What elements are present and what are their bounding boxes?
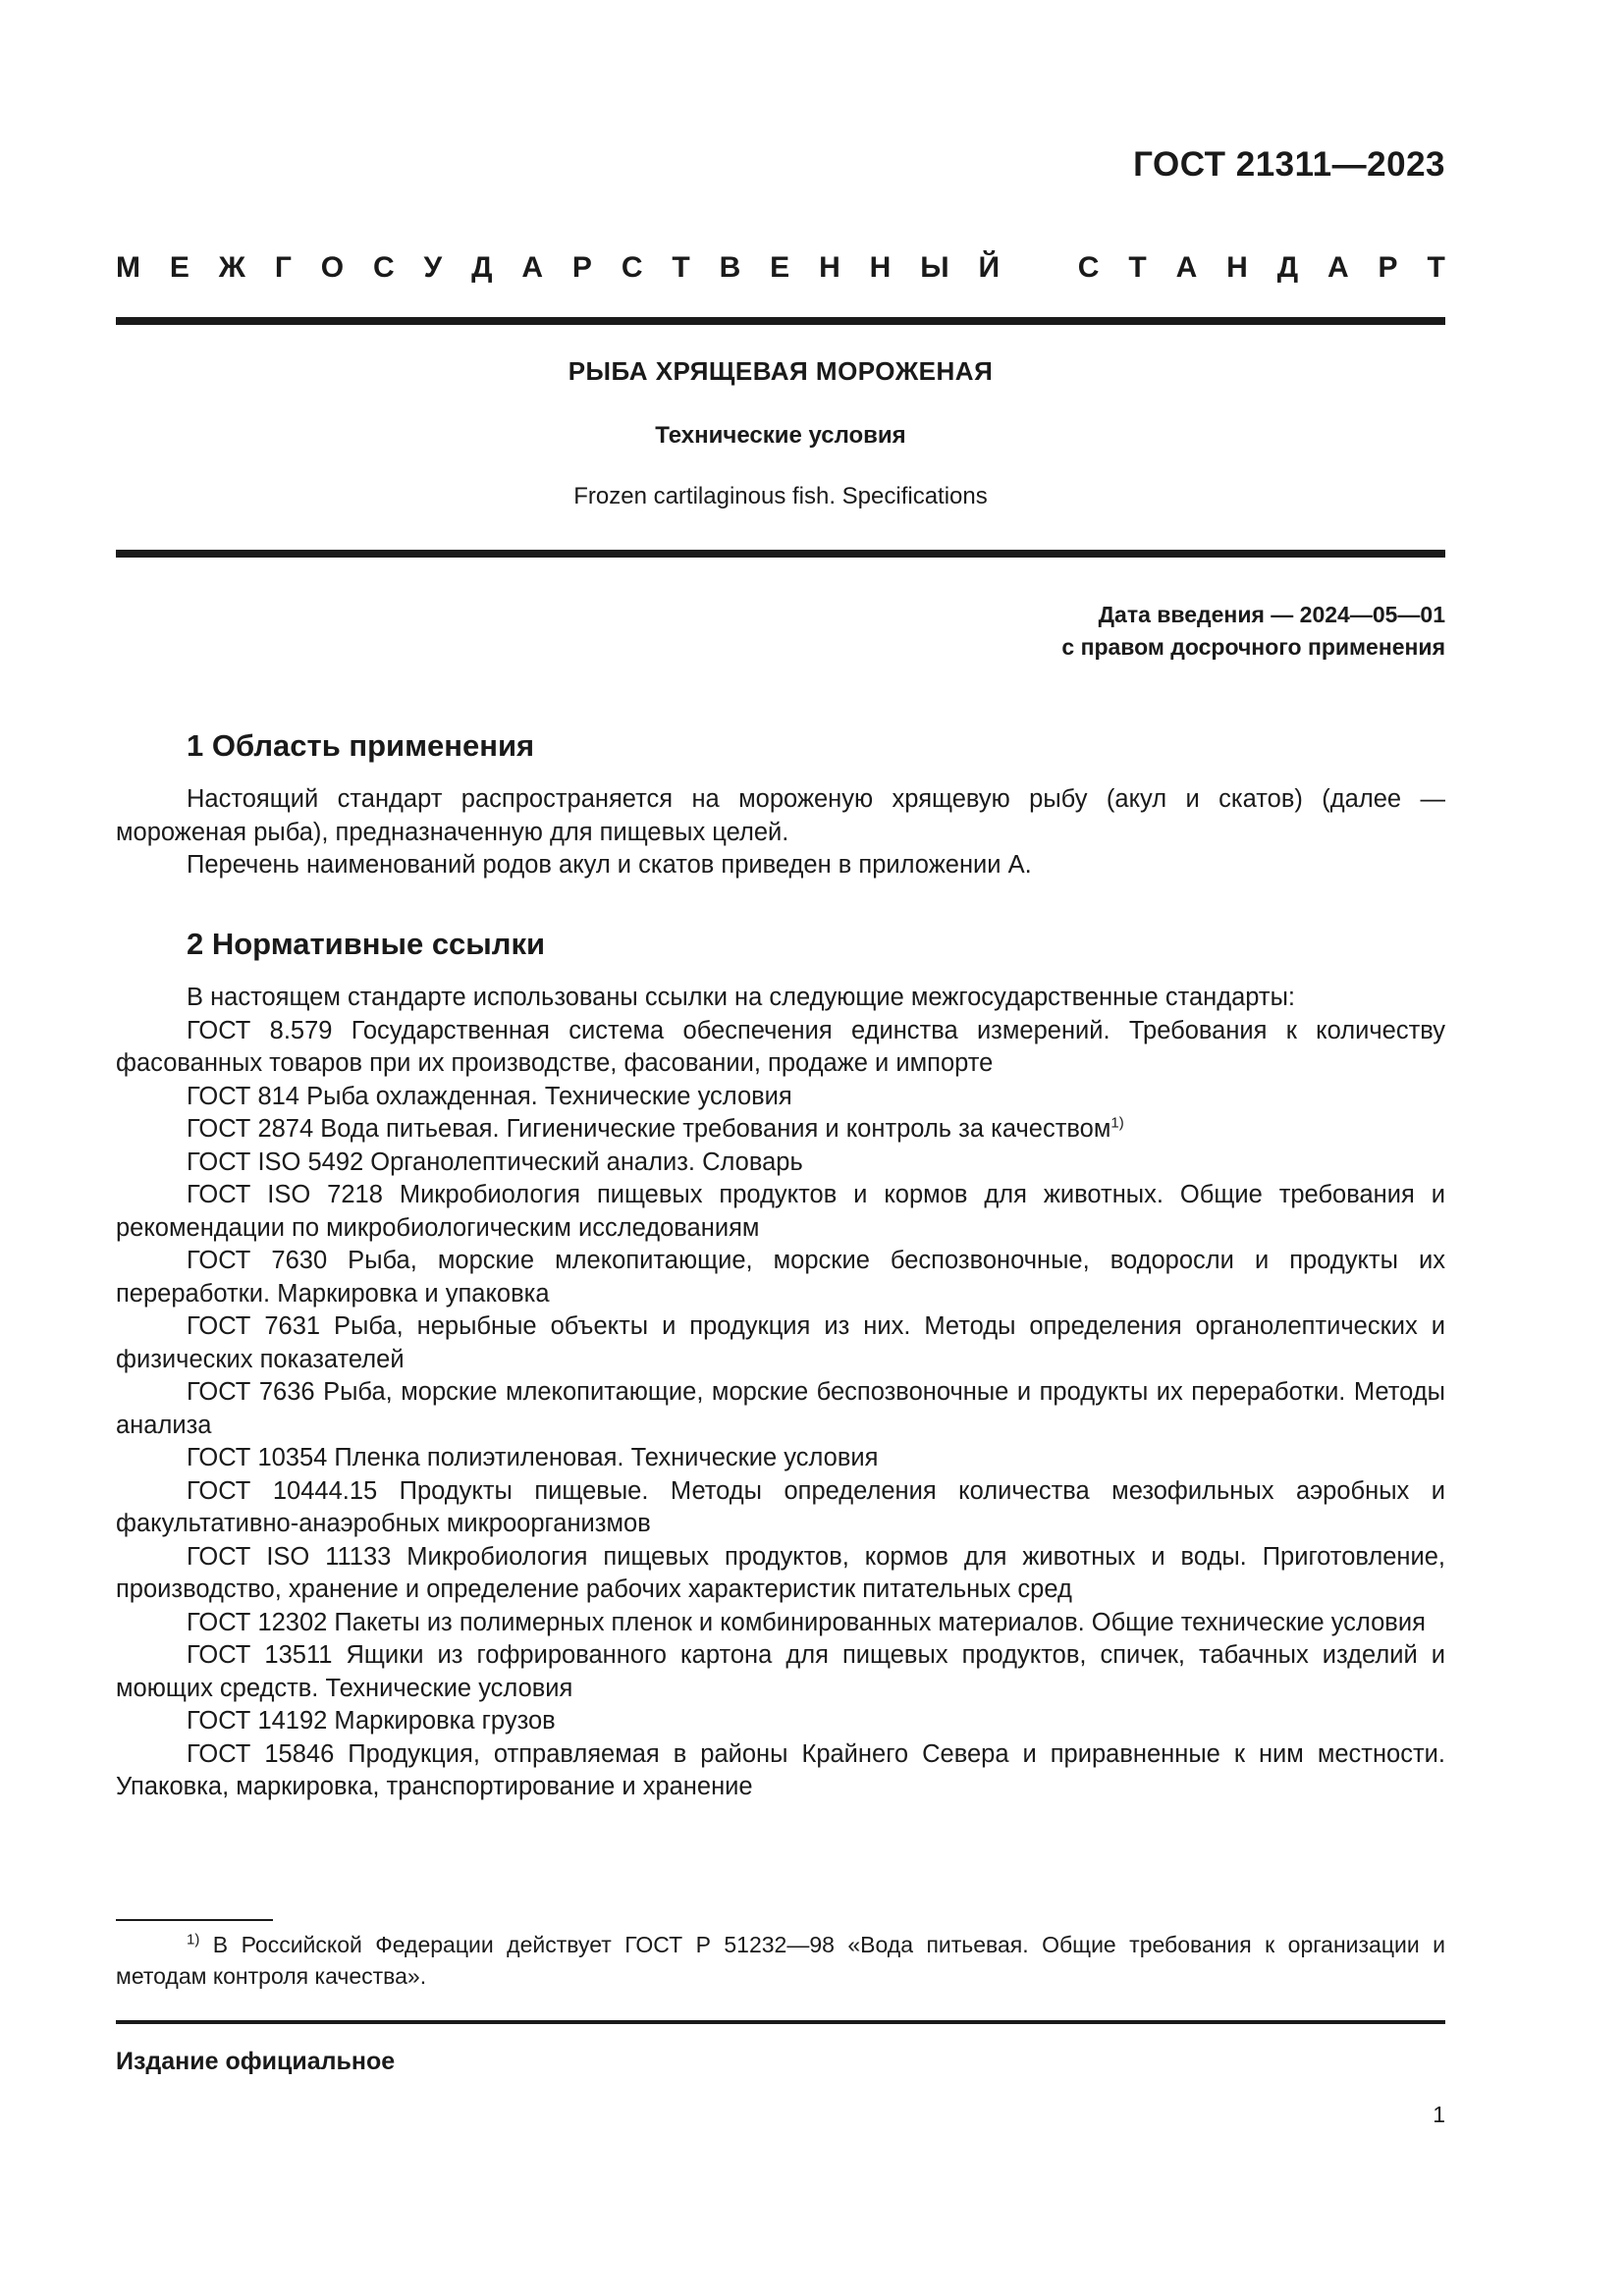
reference-item: ГОСТ 8.579 Государственная система обеспечения единства измерений. Требования к количеству фасованных товаров при их производстве, фасовании, продаже и импорте (116, 1016, 1445, 1077)
document-subtitle: Технические условия (655, 422, 906, 449)
reference-item: ГОСТ ISO 7218 Микробиология пищевых продуктов и кормов для животных. Общие требования и рекомендации по микробиологическим исследованиям (116, 1181, 1445, 1242)
banner-letter: Т (1427, 251, 1445, 284)
reference-item: ГОСТ 13511 Ящики из гофрированного картона для пищевых продуктов, спичек, табачных изделий и моющих средств. Технические условия (116, 1641, 1445, 1702)
banner-letter: О (320, 251, 345, 284)
banner-letter: А (1326, 251, 1349, 284)
banner-letter: А (521, 251, 544, 284)
banner-letter: С (621, 251, 643, 284)
edition-label: Издание официальное (116, 2048, 396, 2075)
header-rule-top (116, 317, 1445, 325)
document-title-english: Frozen cartilaginous fish. Specifications (573, 483, 988, 509)
banner-letter: Ы (920, 251, 949, 284)
reference-item: ГОСТ 814 Рыба охлажденная. Технические условия (187, 1082, 792, 1110)
banner-letter: Д (1276, 251, 1299, 284)
banner-letter: А (1175, 251, 1198, 284)
reference-item: ГОСТ 10444.15 Продукты пищевые. Методы определения количества мезофильных аэробных и факультативно-анаэробных микроорганизмов (116, 1476, 1445, 1537)
banner-letter: У (423, 251, 443, 284)
introduction-date (1061, 599, 1445, 664)
page-number: 1 (1433, 2102, 1445, 2127)
banner-letter: Д (471, 251, 493, 284)
banner-letter: Г (274, 251, 292, 284)
banner-letter: Н (869, 251, 892, 284)
banner-letter: Н (819, 251, 840, 284)
banner-letter: Р (1378, 251, 1398, 284)
section-heading-scope: 1 Область применения (187, 728, 535, 763)
banner-letter: Ж (218, 251, 245, 284)
reference-item: ГОСТ 7630 Рыба, морские млекопитающие, морские беспозвоночные, водоросли и продукты их переработки. Маркировка и упаковка (116, 1247, 1445, 1308)
banner-letter: Е (169, 251, 189, 284)
banner-letter: Е (770, 251, 790, 284)
banner-letter: С (1077, 251, 1100, 284)
early-application-line: с правом досрочного применения (1061, 634, 1445, 660)
reference-item: ГОСТ 7631 Рыба, нерыбные объекты и продукция из них. Методы определения органолептических и физических показателей (116, 1312, 1445, 1373)
reference-item: ГОСТ 10354 Пленка полиэтиленовая. Технические условия (187, 1444, 879, 1471)
reference-item: ГОСТ ISO 5492 Органолептический анализ. Словарь (187, 1148, 803, 1176)
footnote-mark: 1) (187, 1931, 200, 1949)
document-code: ГОСТ 21311—2023 (1133, 145, 1445, 184)
banner-letter: Р (571, 251, 592, 284)
reference-item: ГОСТ 12302 Пакеты из полимерных пленок и комбинированных материалов. Общие технические условия (187, 1608, 1426, 1636)
standard-banner (116, 250, 1445, 286)
footer-rule (116, 2020, 1445, 2024)
footnote-text: В Российской Федерации действует ГОСТ Р 51232—98 «Вода питьевая. Общие требования к организации и методам контроля качества». (116, 1932, 1445, 1989)
header-rule-bottom (116, 550, 1445, 558)
section-scope (116, 726, 1445, 882)
scope-paragraph: Настоящий стандарт распространяется на мороженую хрящевую рыбу (акул и скатов) (далее — мороженая рыба), предназначенную для пищевых целей. (116, 785, 1445, 846)
scope-paragraph: Перечень наименований родов акул и скатов приведен в приложении А. (187, 851, 1032, 879)
banner-letter: Н (1226, 251, 1248, 284)
reference-item (116, 1113, 1445, 1147)
banner-word-gap (1029, 250, 1049, 286)
reference-item-text: ГОСТ 2874 Вода питьевая. Гигиенические требования и контроль за качеством (187, 1115, 1111, 1143)
section-normative-references (116, 925, 1445, 1804)
reference-item: ГОСТ 15846 Продукция, отправляемая в районы Крайнего Севера и приравненные к ним местности. Упаковка, маркировка, транспортирование и хранение (116, 1739, 1445, 1800)
introduction-date-line: Дата введения — 2024—05—01 (1098, 602, 1445, 627)
footnote (116, 1929, 1445, 1992)
banner-letter: М (116, 251, 140, 284)
references-lead: В настоящем стандарте использованы ссылки на следующие межгосударственные стандарты: (187, 984, 1295, 1011)
banner-letter: С (372, 251, 395, 284)
banner-letter: В (719, 251, 741, 284)
footnote-separator (116, 1919, 273, 1921)
banner-letter: Т (672, 251, 690, 284)
reference-item: ГОСТ ISO 11133 Микробиология пищевых продуктов, кормов для животных и воды. Приготовление, производство, хранение и определение рабочих характеристик питательных сред (116, 1542, 1445, 1603)
reference-item: ГОСТ 14192 Маркировка грузов (187, 1707, 556, 1735)
document-title: РЫБА ХРЯЩЕВАЯ МОРОЖЕНАЯ (568, 356, 994, 386)
banner-letter: Й (978, 251, 1001, 284)
banner-letter: Т (1128, 251, 1147, 284)
section-heading-references: 2 Нормативные ссылки (187, 927, 546, 961)
reference-item: ГОСТ 7636 Рыба, морские млекопитающие, морские беспозвоночные и продукты их переработки. Методы анализа (116, 1378, 1445, 1439)
footnote-reference-mark[interactable]: 1) (1110, 1114, 1124, 1132)
